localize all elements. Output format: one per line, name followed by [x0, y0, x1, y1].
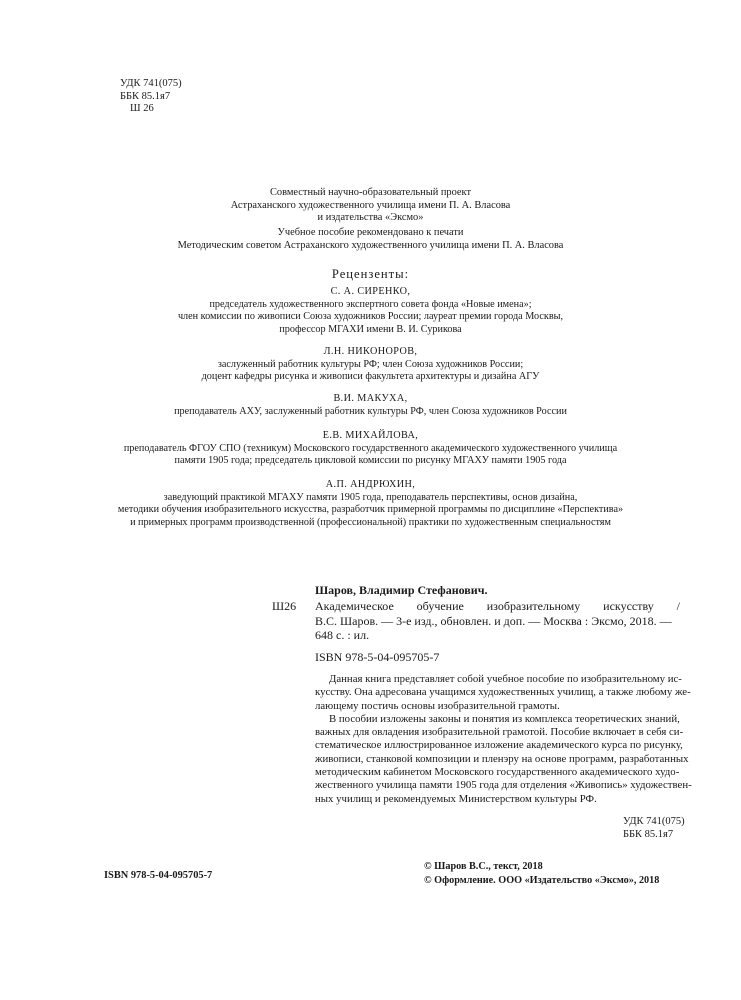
- title-word: обучение: [416, 599, 464, 613]
- title-word: изобразительному: [486, 599, 581, 613]
- annotation-line: важных для овладения изобразительной грамотой. Пособие включает в себя си-: [315, 726, 684, 739]
- annotation-line: живописи, станковой композиции и пленэру на основе программ, разработанных: [315, 752, 689, 765]
- annotation-line: В пособии изложены законы и понятия из комплекса теоретических знаний,: [329, 712, 680, 725]
- bibliographic-description: [315, 599, 680, 643]
- reviewer-nikonorov: [0, 346, 741, 384]
- reviewer-detail: памяти 1905 года; председатель цикловой комиссии по рисунку МГАХУ памяти 1905 года: [174, 455, 567, 466]
- copyright-line: © Шаров В.С., текст, 2018: [424, 861, 543, 872]
- annotation-line: стематическое иллюстрированное изложение академического курса по рисунку,: [315, 739, 683, 752]
- project-block: [0, 187, 741, 225]
- reviewer-name: Е.В. МИХАЙЛОВА,: [322, 430, 419, 441]
- udk-code: УДК 741(075): [623, 816, 685, 827]
- annotation-line: лающему постичь основы изобразительной грамоты.: [315, 699, 560, 712]
- reviewer-name: В.И. МАКУХА,: [333, 393, 408, 404]
- reviewer-name: Л.Н. НИКОНОРОВ,: [323, 346, 418, 357]
- reviewer-detail: и примерных программ производственной (профессиональной) практики по художественным специальностям: [130, 516, 611, 528]
- author-heading: Шаров, Владимир Стефанович.: [315, 583, 488, 597]
- project-line: и издательства «Эксмо»: [317, 212, 424, 224]
- annotation-block: [315, 673, 692, 806]
- bbk-code: ББК 85.1я7: [623, 829, 674, 840]
- recommendation-line: Учебное пособие рекомендовано к печати: [277, 227, 464, 238]
- title-word: искусству: [603, 599, 654, 613]
- project-line: Астраханского художественного училища имени П. А. Власова: [230, 199, 511, 211]
- reviewer-name: А.П. АНДРЮХИН,: [325, 479, 416, 490]
- recommendation-block: [0, 227, 741, 252]
- reviewer-andryukhin: [0, 479, 741, 529]
- reviewer-name: С. А. СИРЕНКО,: [330, 286, 411, 297]
- reviewers-title: Рецензенты:: [331, 267, 410, 281]
- reviewer-detail: член комиссии по живописи Союза художников России; лауреат премии города Москвы,: [177, 311, 564, 322]
- reviewer-detail: доцент кафедры рисунка и живописи факультета архитектуры и дизайна АГУ: [201, 371, 540, 382]
- copyright-line: © Оформление. ООО «Издательство «Эксмо», 2018: [424, 874, 660, 886]
- annotation-line: методическим кабинетом Московского государственного академического худо-: [315, 766, 680, 779]
- pages-line: 648 с. : ил.: [315, 628, 370, 642]
- title-line: [315, 599, 680, 614]
- author-mark: Ш 26: [130, 103, 154, 115]
- author-code: Ш26: [272, 599, 297, 613]
- copyright-block: [424, 860, 659, 887]
- annotation-line: кусству. Она адресована учащимся художественных училищ, а также любому же-: [315, 686, 691, 699]
- reviewer-detail: заведующий практикой МГАХУ памяти 1905 года, преподаватель перспективы, основ дизайна,: [163, 491, 578, 503]
- title-word: /: [676, 599, 680, 613]
- reviewer-detail: председатель художественного экспертного совета фонда «Новые имена»;: [209, 298, 532, 310]
- annotation-line: жественного училища памяти 1905 года для отделения «Живопись» художествен-: [315, 779, 692, 792]
- reviewer-detail: методики обучения изобразительного искусства, разработчик примерной программы по дисциплине «Перспектива»: [117, 504, 624, 515]
- edition-line: В.С. Шаров. — 3-е изд., обновлен. и доп. — Москва : Эксмо, 2018. —: [315, 613, 672, 628]
- udk-top-block: [120, 78, 182, 116]
- udk-code: УДК 741(075): [120, 78, 182, 89]
- title-word: Академическое: [315, 599, 394, 613]
- reviewer-detail: профессор МГАХИ имени В. И. Сурикова: [279, 323, 462, 335]
- bbk-code: ББК 85.1я7: [120, 90, 171, 102]
- project-line: Совместный научно-образовательный проект: [270, 187, 471, 198]
- reviewer-detail: преподаватель ФГОУ СПО (техникум) Московского государственного академического художественного училища: [123, 442, 618, 454]
- reviewer-sirenko: [0, 286, 741, 336]
- footer-isbn: ISBN 978-5-04-095705-7: [104, 870, 213, 881]
- reviewer-mikhailova: [0, 430, 741, 468]
- reviewer-makukha: [0, 393, 741, 418]
- annotation-line: ных училищ и рекомендуемых Министерством культуры РФ.: [315, 792, 597, 805]
- reviewer-detail: преподаватель АХУ, заслуженный работник культуры РФ, член Союза художников России: [174, 405, 567, 417]
- annotation-line: Данная книга представляет собой учебное пособие по изобразительному ис-: [329, 673, 682, 685]
- recommendation-line: Методическим советом Астраханского художественного училища имени П. А. Власова: [177, 239, 564, 251]
- udk-bottom-block: [623, 815, 685, 841]
- reviewer-detail: заслуженный работник культуры РФ; член Союза художников России;: [217, 358, 524, 370]
- isbn-record: ISBN 978-5-04-095705-7: [315, 650, 440, 664]
